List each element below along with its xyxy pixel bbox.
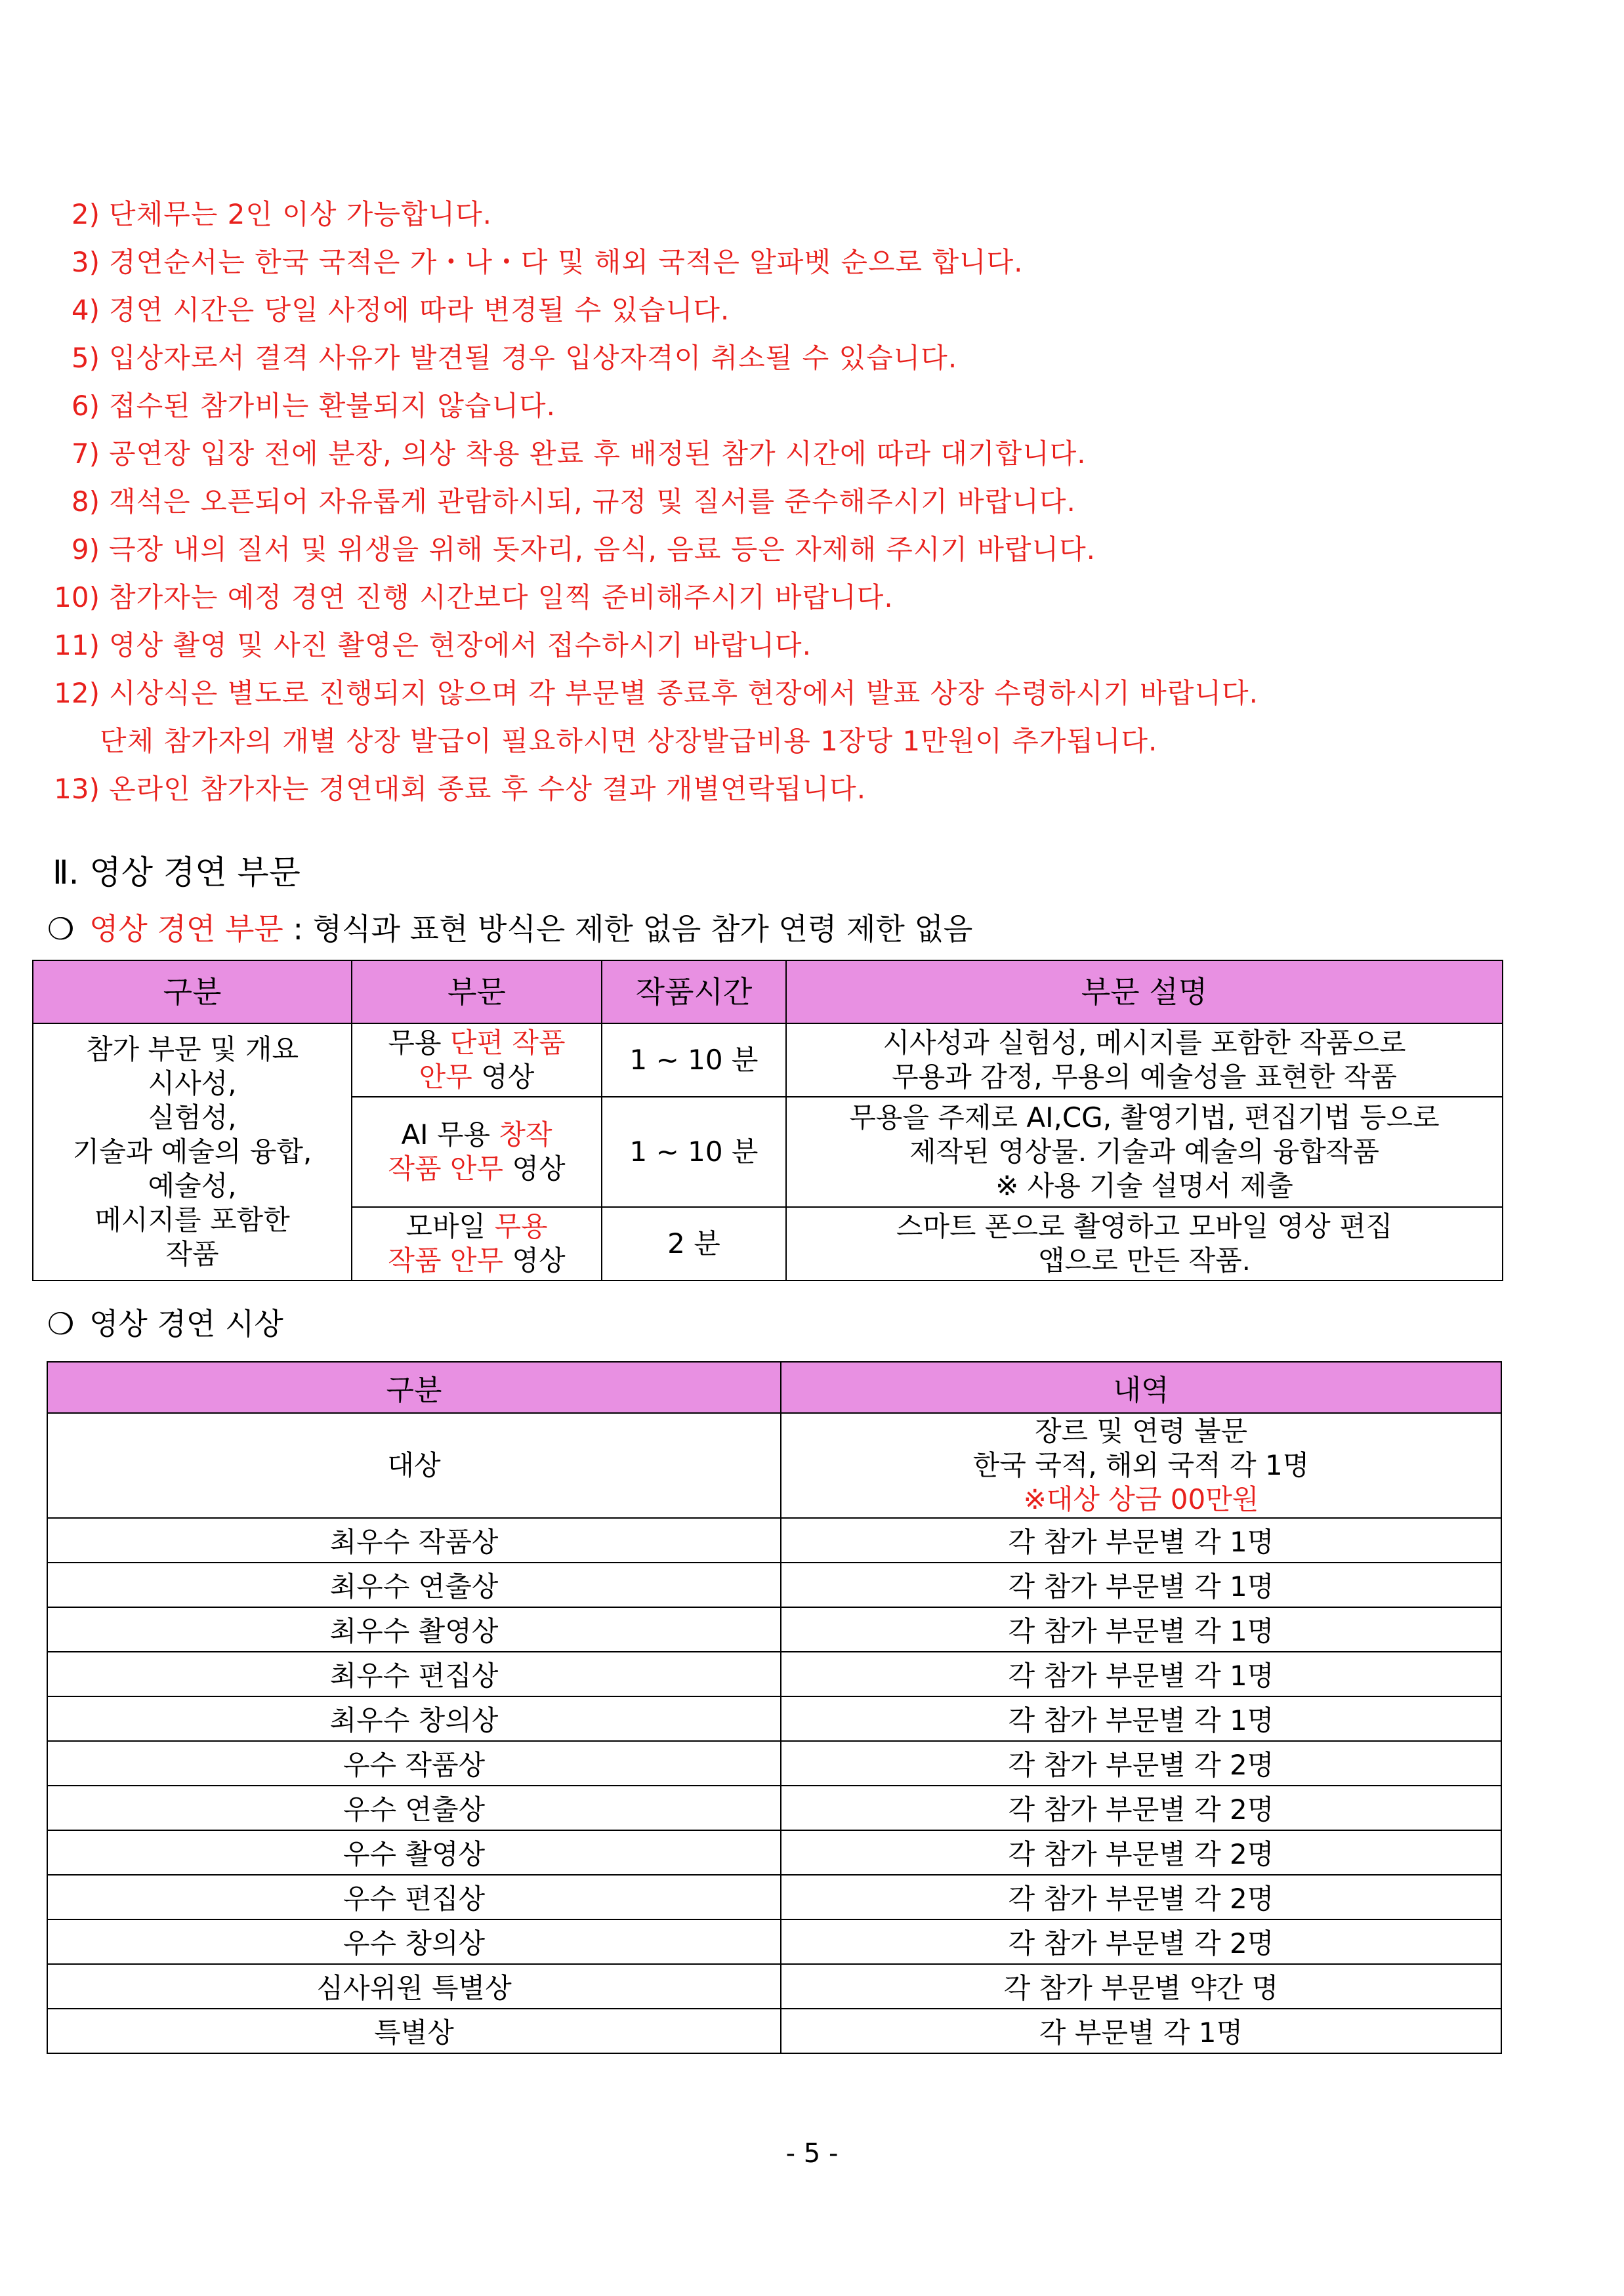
note-number: 9)	[71, 533, 100, 565]
row-header-line: 기술과 예술의 융합,	[72, 1136, 312, 1168]
table-row	[47, 1741, 1501, 1786]
note-text: 객석은 오픈되어 자유롭게 관람하시되, 규정 및 질서를 준수해주시기 바랍니다.	[109, 485, 1076, 518]
category-line	[47, 907, 972, 951]
table-row	[47, 1413, 1501, 1518]
award-detail-cell: 각 참가 부문별 각 2명	[781, 1741, 1501, 1786]
column-header: 구분	[47, 1362, 781, 1413]
award-detail-cell: 각 참가 부문별 각 1명	[781, 1607, 1501, 1652]
time-cell: 1 ~ 10 분	[602, 1023, 786, 1097]
notes-list	[47, 190, 1556, 813]
note-text: 경연순서는 한국 국적은 가・나・다 및 해외 국적은 알파벳 순으로 합니다.	[109, 246, 1024, 278]
award-detail-cell: 각 참가 부문별 각 2명	[781, 1830, 1501, 1875]
award-name-cell: 최우수 촬영상	[47, 1607, 781, 1652]
award-name-cell: 특별상	[47, 2009, 781, 2053]
note-item	[47, 765, 1556, 813]
table-row	[33, 1023, 1503, 1097]
division-cell: 무용 단편 작품 안무 영상	[352, 1023, 602, 1097]
award-detail-cell: 각 참가 부문별 각 2명	[781, 1786, 1501, 1830]
note-number: 3)	[71, 246, 100, 278]
note-text: 단체무는 2인 이상 가능합니다.	[109, 198, 492, 230]
note-text: 접수된 참가비는 환불되지 않습니다.	[109, 390, 556, 422]
award-detail-cell: 각 부문별 각 1명	[781, 2009, 1501, 2053]
column-header: 내역	[781, 1362, 1501, 1413]
table-row	[47, 1875, 1501, 1919]
note-number: 4)	[71, 294, 100, 326]
awards-table	[47, 1361, 1502, 2054]
column-header: 부문	[352, 960, 602, 1023]
award-detail-cell: 장르 및 연령 불문 한국 국적, 해외 국적 각 1명 ※대상 상금 00만원	[781, 1413, 1501, 1518]
award-detail-cell: 각 참가 부문별 각 2명	[781, 1919, 1501, 1964]
row-header-line: 작품	[165, 1238, 219, 1270]
table-row	[47, 2009, 1501, 2053]
note-item	[47, 238, 1556, 286]
award-name-cell: 심사위원 특별상	[47, 1964, 781, 2009]
award-name-cell: 최우수 연출상	[47, 1563, 781, 1607]
note-number: 8)	[71, 485, 100, 518]
page-number: - 5 -	[785, 2139, 839, 2169]
note-item	[47, 478, 1556, 525]
award-name-cell: 우수 촬영상	[47, 1830, 781, 1875]
award-name-cell: 최우수 편집상	[47, 1652, 781, 1696]
note-item	[47, 669, 1556, 717]
row-header-cell	[33, 1023, 352, 1281]
row-header-line: 예술성,	[148, 1170, 237, 1202]
category-separator: :	[283, 911, 313, 947]
table-row	[47, 1518, 1501, 1563]
note-text: 경연 시간은 당일 사정에 따라 변경될 수 있습니다.	[109, 294, 730, 326]
table-header-row	[33, 960, 1503, 1023]
table-row	[47, 1786, 1501, 1830]
award-name-cell: 우수 편집상	[47, 1875, 781, 1919]
awards-line	[47, 1302, 283, 1345]
description-cell: 시사성과 실험성, 메시지를 포함한 작품으로 무용과 감정, 무용의 예술성을 표현한 작품	[786, 1023, 1503, 1097]
division-cell: 모바일 무용 작품 안무 영상	[352, 1207, 602, 1281]
note-number: 10)	[54, 581, 100, 613]
circle-bullet-icon: ❍	[47, 1306, 75, 1342]
table-row	[47, 1919, 1501, 1964]
note-item	[47, 621, 1556, 669]
note-text: 극장 내의 질서 및 위생을 위해 돗자리, 음식, 음료 등은 자제해 주시기 바랍니다.	[109, 533, 1096, 565]
note-number: 7)	[71, 438, 100, 470]
note-item	[47, 525, 1556, 573]
award-detail-cell: 각 참가 부문별 각 1명	[781, 1652, 1501, 1696]
table-row	[47, 1607, 1501, 1652]
award-detail-cell: 각 참가 부문별 각 1명	[781, 1563, 1501, 1607]
note-number: 12)	[54, 677, 100, 709]
award-name-cell: 우수 창의상	[47, 1919, 781, 1964]
note-text: 단체 참가자의 개별 상장 발급이 필요하시면 상장발급비용 1장당 1만원이 추가됩니다.	[100, 725, 1158, 757]
award-name-cell: 우수 작품상	[47, 1741, 781, 1786]
note-number: 11)	[54, 629, 100, 661]
note-item	[47, 573, 1556, 621]
category-table	[32, 960, 1503, 1281]
note-item	[47, 430, 1556, 478]
time-cell: 1 ~ 10 분	[602, 1097, 786, 1207]
column-header: 작품시간	[602, 960, 786, 1023]
table-row	[47, 1652, 1501, 1696]
note-item	[47, 190, 1556, 238]
note-text: 시상식은 별도로 진행되지 않으며 각 부문별 종료후 현장에서 발표 상장 수령하시기 바랍니다.	[109, 677, 1259, 709]
division-cell: AI 무용 창작 작품 안무 영상	[352, 1097, 602, 1207]
time-cell: 2 분	[602, 1207, 786, 1281]
table-row	[47, 1563, 1501, 1607]
note-number: 5)	[71, 342, 100, 374]
note-text: 온라인 참가자는 경연대회 종료 후 수상 결과 개별연락됩니다.	[109, 773, 867, 805]
award-name-cell: 최우수 작품상	[47, 1518, 781, 1563]
section-title: Ⅱ. 영상 경연 부문	[52, 853, 301, 892]
note-item	[47, 286, 1556, 334]
note-continuation	[47, 717, 1556, 765]
note-text: 참가자는 예정 경연 진행 시간보다 일찍 준비해주시기 바랍니다.	[109, 581, 894, 613]
prize-money-note: ※대상 상금 00만원	[1023, 1483, 1259, 1515]
note-item	[47, 334, 1556, 382]
award-name-cell: 최우수 창의상	[47, 1696, 781, 1741]
award-detail-cell: 각 참가 부문별 약간 명	[781, 1964, 1501, 2009]
row-header-line: 메시지를 포함한	[94, 1204, 290, 1236]
table-row	[47, 1830, 1501, 1875]
note-text: 공연장 입장 전에 분장, 의상 착용 완료 후 배정된 참가 시간에 따라 대기합니다.	[109, 438, 1087, 470]
row-header-line: 시사성,	[148, 1067, 237, 1099]
table-row	[47, 1696, 1501, 1741]
table-row	[47, 1964, 1501, 2009]
award-name-cell: 대상	[47, 1413, 781, 1518]
row-header-line: 참가 부문 및 개요	[85, 1033, 299, 1065]
award-detail-cell: 각 참가 부문별 각 1명	[781, 1696, 1501, 1741]
note-number: 2)	[71, 198, 100, 230]
category-label: 영상 경연 부문	[89, 911, 283, 947]
column-header: 구분	[33, 960, 352, 1023]
award-detail-cell: 각 참가 부문별 각 1명	[781, 1518, 1501, 1563]
award-name-cell: 우수 연출상	[47, 1786, 781, 1830]
note-item	[47, 382, 1556, 430]
circle-bullet-icon: ❍	[47, 911, 75, 947]
note-number: 6)	[71, 390, 100, 422]
award-detail-cell: 각 참가 부문별 각 2명	[781, 1875, 1501, 1919]
category-text: 형식과 표현 방식은 제한 없음 참가 연령 제한 없음	[312, 911, 973, 947]
note-number: 13)	[54, 773, 100, 805]
note-text: 입상자로서 결격 사유가 발견될 경우 입상자격이 취소될 수 있습니다.	[109, 342, 958, 374]
row-header-line: 실험성,	[148, 1101, 237, 1134]
awards-label: 영상 경연 시상	[89, 1306, 283, 1342]
description-cell: 스마트 폰으로 촬영하고 모바일 영상 편집 앱으로 만든 작품.	[786, 1207, 1503, 1281]
note-text: 영상 촬영 및 사진 촬영은 현장에서 접수하시기 바랍니다.	[109, 629, 812, 661]
description-cell: 무용을 주제로 AI,CG, 촬영기법, 편집기법 등으로 제작된 영상물. 기술과 예술의 융합작품 ※ 사용 기술 설명서 제출	[786, 1097, 1503, 1207]
table-header-row	[47, 1362, 1501, 1413]
column-header: 부문 설명	[786, 960, 1503, 1023]
